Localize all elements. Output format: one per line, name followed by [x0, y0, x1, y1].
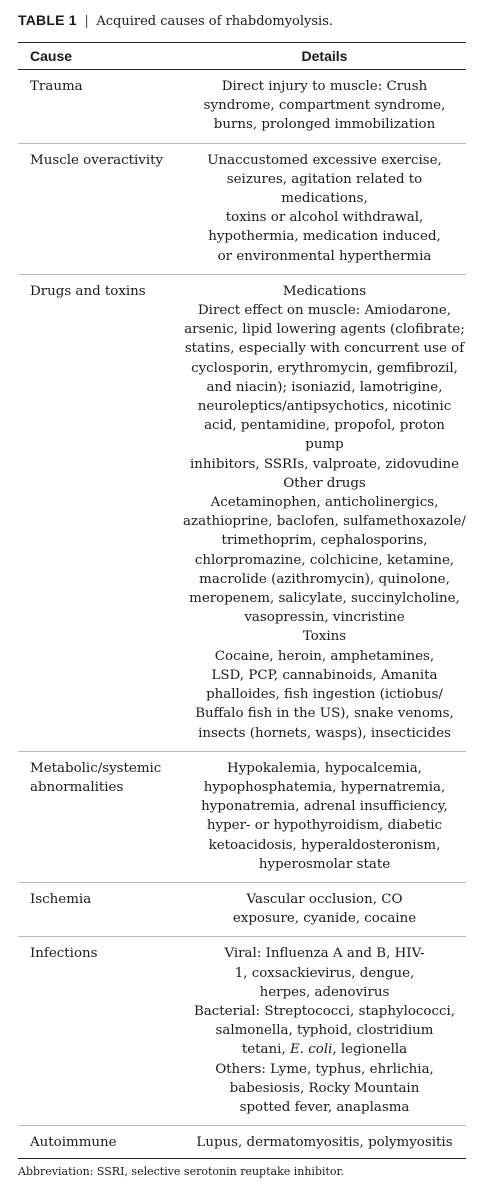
- table-row: [18, 143, 466, 274]
- details-line: hyper- or hypothyroidism, diabetic: [206, 818, 443, 834]
- italic-species-name: E. coli: [289, 1042, 333, 1058]
- details-line: hypophosphatemia, hypernatremia,: [203, 779, 446, 795]
- cause-text: Ischemia: [30, 891, 92, 907]
- details-line: Vascular occlusion, CO: [246, 891, 403, 907]
- details-line: Other drugs: [283, 475, 366, 491]
- details-line: 1, coxsackievirus, dengue,: [234, 965, 415, 981]
- details-line: hyperosmolar state: [258, 856, 391, 872]
- cause-text: Muscle overactivity: [30, 152, 164, 168]
- details-line: inhibitors, SSRIs, valproate, zidovudine: [190, 456, 459, 472]
- details-cell: [183, 143, 466, 274]
- details-line: hypothermia, medication induced,: [208, 229, 441, 245]
- caption-separator: |: [84, 12, 89, 28]
- causes-table: [18, 42, 466, 1159]
- table-caption: [18, 10, 466, 34]
- cause-text: Autoimmune: [30, 1135, 117, 1151]
- table-row: [18, 70, 466, 144]
- details-line: trimethoprim, cephalosporins,: [221, 533, 428, 549]
- details-cell: [183, 882, 466, 936]
- cause-text: Drugs and toxins: [30, 283, 146, 299]
- cause-text: abnormalities: [30, 779, 124, 795]
- details-line: Toxins: [302, 629, 347, 645]
- details-line: Bacterial: Streptococci, staphylococci,: [193, 1003, 456, 1019]
- details-line: exposure, cyanide, cocaine: [232, 911, 417, 927]
- table-row: [18, 1126, 466, 1159]
- details-line: neuroleptics/antipsychotics, nicotinic: [197, 399, 452, 415]
- table-row: [18, 751, 466, 882]
- details-line: spotted fever, anaplasma: [239, 1099, 410, 1115]
- details-line: salmonella, typhoid, clostridium: [215, 1023, 434, 1039]
- details-line: ketoacidosis, hyperaldosteronism,: [208, 837, 441, 853]
- details-line: macrolide (azithromycin), quinolone,: [199, 571, 450, 587]
- details-line: Direct effect on muscle: Amiodarone,: [197, 303, 452, 319]
- cause-cell: [18, 751, 183, 882]
- details-line: LSD, PCP, cannabinoids, Amanita: [211, 667, 438, 683]
- details-cell: [183, 1126, 466, 1159]
- details-line: azathioprine, baclofen, sulfamethoxazole/: [183, 514, 466, 530]
- table-row: [18, 937, 466, 1126]
- details-line: meropenem, salicylate, succinylcholine,: [189, 591, 460, 607]
- cause-text: Infections: [30, 946, 98, 962]
- details-line: or environmental hyperthermia: [217, 248, 432, 264]
- header-details: Details: [183, 43, 466, 70]
- details-line: arsenic, lipid lowering agents (clofibrate;: [184, 322, 465, 338]
- details-line: seizures, agitation related to medications,: [226, 171, 423, 207]
- details-line: Medications: [282, 283, 367, 299]
- cause-cell: [18, 1126, 183, 1159]
- cause-cell: [18, 274, 183, 751]
- details-line: vasopressin, vincristine: [244, 610, 405, 626]
- header-cause: Cause: [18, 43, 183, 70]
- details-line: Direct injury to muscle: Crush: [221, 79, 428, 94]
- details-line: Buffalo fish in the US), snake venoms,: [195, 706, 454, 722]
- details-line: Others: Lyme, typhus, ehrlichia,: [215, 1061, 434, 1077]
- details-cell: [183, 937, 466, 1126]
- table-footnote: Abbreviation: SSRI, selective serotonin reuptake inhibitor.: [18, 1165, 345, 1179]
- cause-cell: [18, 143, 183, 274]
- cause-text: Trauma: [30, 79, 83, 94]
- details-line: Lupus, dermatomyositis, polymyositis: [196, 1135, 453, 1151]
- details-cell: [183, 751, 466, 882]
- details-line: herpes, adenovirus: [259, 984, 390, 1000]
- table-header-row: [18, 43, 466, 70]
- details-line: tetani, E. coli, legionella: [241, 1042, 408, 1058]
- details-line: syndrome, compartment syndrome,: [203, 98, 446, 114]
- details-line: toxins or alcohol withdrawal,: [225, 210, 424, 226]
- details-line: Cocaine, heroin, amphetamines,: [214, 648, 435, 664]
- table-title: Acquired causes of rhabdomyolysis.: [96, 14, 334, 29]
- details-line: phalloides, fish ingestion (ictiobus/: [206, 687, 443, 703]
- details-line: Viral: Influenza A and B, HIV-: [224, 946, 425, 962]
- details-line: Hypokalemia, hypocalcemia,: [227, 760, 422, 776]
- details-line: babesiosis, Rocky Mountain: [229, 1080, 420, 1096]
- details-cell: [183, 274, 466, 751]
- cause-cell: [18, 70, 183, 144]
- details-line: insects (hornets, wasps), insecticides: [198, 725, 451, 741]
- cause-cell: [18, 882, 183, 936]
- table-body: [18, 70, 466, 1159]
- cause-text: Metabolic/systemic: [30, 760, 162, 776]
- details-line: and niacin); isoniazid, lamotrigine,: [206, 379, 443, 395]
- cause-cell: [18, 937, 183, 1126]
- details-line: chlorpromazine, colchicine, ketamine,: [194, 552, 455, 568]
- details-line: hyponatremia, adrenal insufficiency,: [201, 799, 448, 815]
- details-cell: [183, 70, 466, 144]
- details-line: Unaccustomed excessive exercise,: [207, 152, 442, 168]
- details-line: burns, prolonged immobilization: [213, 117, 436, 133]
- details-line: Acetaminophen, anticholinergics,: [210, 495, 439, 511]
- table-row: [18, 882, 466, 936]
- details-line: acid, pentamidine, propofol, proton pump: [204, 418, 445, 453]
- details-line: cyclosporin, erythromycin, gemfibrozil,: [191, 360, 458, 376]
- table-row: [18, 274, 466, 751]
- details-line: statins, especially with concurrent use of: [184, 341, 465, 357]
- table-number: TABLE 1: [18, 12, 77, 28]
